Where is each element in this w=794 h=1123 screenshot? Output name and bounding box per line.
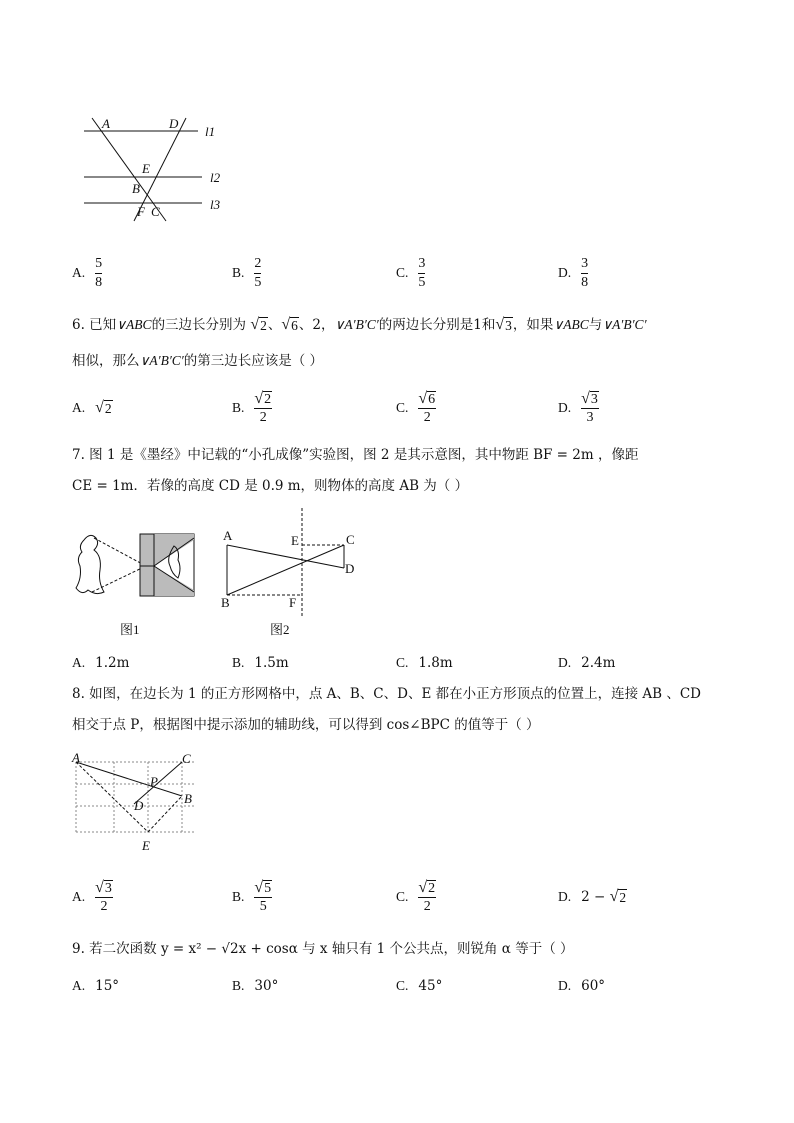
label-b: B (132, 181, 140, 196)
option-key: C. (396, 400, 409, 415)
option-key: B. (232, 400, 245, 415)
option-key: D. (558, 400, 572, 415)
fraction: $\frac{5}{8}$ (95, 255, 103, 290)
fraction: $\frac{2}{5}$ (254, 255, 262, 290)
q8-option-b[interactable]: B. √ 5 5 (232, 878, 272, 914)
option-key: C. (396, 889, 409, 904)
q5-option-c[interactable] (396, 253, 425, 293)
label-b: B (221, 595, 230, 610)
q6-option-d[interactable]: D. √ 3 3 (558, 389, 598, 425)
q7-line2: CE = 1m．若像的高度 CD 是 0.9 m，则物体的高度 AB 为（ ） (72, 478, 469, 494)
fraction: $\frac{3}{8}$ (581, 255, 589, 290)
label-l2: l2 (210, 170, 221, 185)
label-e: E (142, 161, 150, 176)
option-key: D. (558, 889, 572, 904)
q9-option-b[interactable]: B. 30° (232, 978, 279, 994)
option-key: C. (396, 655, 409, 670)
q8-line2: 相交于点 P，根据图中提示添加的辅助线，可以得到 cos∠BPC 的值等于（ ） (72, 717, 540, 733)
figure-q5-parallel-lines (76, 114, 236, 228)
q6-option-a[interactable]: A. √ 2 (72, 399, 112, 416)
aux-ae (76, 762, 148, 832)
figure-q8-grid (66, 748, 206, 862)
q5-option-d[interactable] (558, 253, 588, 293)
label-a: A (223, 528, 233, 543)
q6-option-c[interactable]: C. √ 6 2 (396, 389, 436, 425)
label-d: D (345, 561, 355, 576)
figure-2-schematic (221, 508, 355, 637)
q5-option-a[interactable] (72, 253, 102, 293)
fraction: $\frac{3}{5}$ (418, 255, 426, 290)
q8-line1: 8. 如图，在边长为 1 的正方形网格中，点 A、B、C、D、E 都在小正方形顶点的位置上，连接 AB 、CD (72, 686, 702, 702)
label-f: F (137, 204, 145, 219)
q9-option-c[interactable]: C. 45° (396, 978, 443, 994)
q6-line1: 6. 已知∨ABC的三边长分别为 √ 2 、 √ 6 、2，∨A′B′C′的两边长分别是1和 √ 3 ，如果∨ABC与∨A′B′C′ (72, 316, 647, 333)
caption-fig1: 图1 (120, 622, 140, 637)
label-d: D (134, 798, 144, 813)
q8-option-a[interactable]: A. √ 3 2 (72, 878, 112, 914)
label-c: C (346, 532, 355, 547)
label-l1: l1 (205, 124, 216, 139)
label-e: E (291, 533, 299, 548)
q6-options (72, 388, 712, 428)
q8-options (72, 877, 712, 917)
option-key: B. (232, 978, 245, 993)
q9-option-d[interactable]: D. 60° (558, 978, 606, 994)
label-a: A (102, 116, 110, 131)
aux-eb (148, 796, 182, 832)
q5-option-b[interactable] (232, 253, 261, 293)
q9-option-a[interactable]: A. 15° (72, 978, 120, 994)
option-key: A. (72, 978, 86, 993)
q7-option-b[interactable]: B. 1.5m (232, 655, 289, 671)
q8-option-c[interactable]: C. √ 2 2 (396, 878, 436, 914)
caption-fig2: 图2 (270, 622, 290, 637)
option-key: B. (232, 889, 245, 904)
label-c: C (151, 204, 160, 219)
label-d: D (169, 116, 179, 131)
grid-lines (76, 762, 196, 832)
q9-options (72, 966, 712, 1006)
q7-option-d[interactable]: D. 2.4m (558, 655, 616, 671)
figure-q7 (70, 508, 370, 642)
option-key: A. (72, 400, 86, 415)
q6-option-b[interactable]: B. √ 2 2 (232, 389, 272, 425)
q7-option-c[interactable]: C. 1.8m (396, 655, 453, 671)
option-key: A. (72, 265, 86, 280)
label-a: A (72, 750, 80, 765)
option-key: D. (558, 265, 572, 280)
label-p: P (150, 774, 158, 789)
q7-option-a[interactable]: A. 1.2m (72, 655, 130, 671)
label-c: C (182, 751, 191, 766)
label-b: B (184, 791, 192, 806)
q7-line1: 7. 图 1 是《墨经》中记载的“小孔成像”实验图，图 2 是其示意图，其中物距 BF = 2m ，像距 (72, 447, 639, 463)
option-key: D. (558, 978, 572, 993)
option-key: B. (232, 265, 245, 280)
option-key: D. (558, 655, 572, 670)
option-key: B. (232, 655, 245, 670)
figure-1-pinhole (76, 534, 194, 637)
option-key: C. (396, 265, 409, 280)
segment-ab (76, 762, 182, 796)
label-l3: l3 (210, 197, 221, 212)
q9-line1: 9. 若二次函数 y = x² − √2x + cosα 与 x 轴只有 1 个公共点，则锐角 α 等于（ ） (72, 941, 574, 957)
q6-line2: 相似，那么∨A′B′C′的第三边长应该是（ ） (72, 353, 324, 369)
q7-options (72, 643, 712, 683)
q5-options (72, 253, 712, 293)
label-e: E (142, 838, 150, 853)
label-f: F (289, 595, 297, 610)
person-outline (76, 535, 104, 593)
option-key: A. (72, 889, 86, 904)
option-key: A. (72, 655, 86, 670)
option-key: C. (396, 978, 409, 993)
q8-option-d[interactable]: D. 2 − √ 2 (558, 888, 627, 905)
